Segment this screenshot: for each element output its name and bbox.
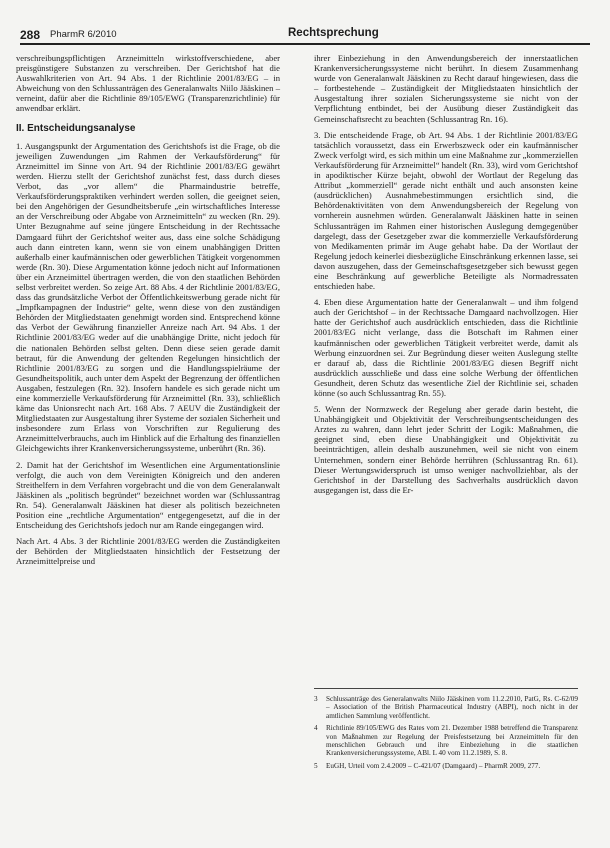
paragraph-2-continued: Nach Art. 4 Abs. 3 der Richtlinie 2001/83/EG werden die Zuständigkeiten der Behörden der Mitgliedstaaten hinsichtlich der Festsetzung der Arzneimittelpreise und — [16, 536, 280, 567]
paragraph-intro-left: verschreibungspflichtigen Arzneimitteln wirkstoffverschiedene, aber preisgünstigere Substanzen zu verschreiben. Der Gerichtshof hat die Auswahlkriterien von Art. 94 Abs. 1 der Richtlinie 2001/83/EG – in Abweichung von den Schlussanträgen des Generalanwalts Niilo Jääskinen – verneint, dafür aber die Richtlinie 89/105/EWG (Transparenzrichtlinie) für anwendbar erklärt. — [16, 53, 280, 114]
page-header — [20, 28, 590, 46]
footnote — [314, 695, 578, 720]
paragraph-4: 4. Eben diese Argumentation hatte der Generalanwalt – und ihm folgend auch der Gerichtshof – in der Rechtssache Damgaard nachvollzogen. Hier hatte der Gerichtshof auch ausdrücklich entschieden, dass die Richtlinie 2001/83/EG nicht verlange, dass die Botschaft im Rahmen einer kaufmännischen oder gewerblichen Tätigkeit verbreitet werde, damit als Werbung einzuordnen sei. Zur Begründung dieser weiten Auslegung stellte er darauf ab, dass die Richtlinie 2001/83/EG diesen Begriff nicht ausdrücklich ausschließe und dass eine solche Werbung der öffentlichen Gesundheit, deren Schutz das wesentliche Ziel der Richtlinie sei, schaden könne (so auch Schlussantrag Rn. 55). — [314, 297, 578, 398]
footnote-number: 3 — [314, 695, 318, 703]
footnote — [314, 724, 578, 758]
right-column — [314, 53, 578, 501]
journal-name: PharmR 6/2010 — [50, 29, 117, 40]
section-heading: II. Entscheidungsanalyse — [16, 122, 136, 134]
paragraph-2: 2. Damit hat der Gerichtshof im Wesentlichen eine Argumentationslinie verfolgt, die auch von dem Vereinigten Königreich und den anderen Streithelfern in dem Verfahren vorgebracht und die von dem Generalanwalt Jääskinen als „politisch begründet“ bezeichnet worden war (Schlussantrag Rn. 54). Generalanwalt Jääskinen hat dieser als politisch bezeichneten Position eine „rechtliche Argumentation“ entgegengesetzt, auf die in der Entscheidung des Gerichtshofs jedoch nur am Rande eingegangen wird. — [16, 459, 280, 531]
paragraph-intro-right: ihrer Einbeziehung in den Anwendungsbereich der innerstaatlichen Krankenversicherungssysteme nicht berührt. In diesem Zusammenhang wurde von Generalanwalt Jääskinen zu Recht darauf hingewiesen, dass die – fortbestehende – Zuständigkeit der Mitgliedstaaten hinsichtlich der Ausgestaltung ihrer sozialen Sicherungssysteme sie nicht von der Verpflichtung entbindet, bei der Ausübung dieser Zuständigkeit das Gemeinschaftsrecht zu beachten (Schlussantrag Rn. 16). — [314, 53, 578, 124]
footnote-text: Schlussanträge des Generalanwalts Niilo Jääskinen vom 11.2.2010, PatG, Rs. C-62/09 – Association of the British Pharmaceutical Industry (ABPI), noch nicht in der amtlichen Sammlung veröffentlicht. — [326, 695, 578, 720]
paragraph-3: 3. Die entscheidende Frage, ob Art. 94 Abs. 1 der Richtlinie 2001/83/EG tatsächlich voraussetzt, dass ein Erwerbszweck oder ein kaufmännischer Zweck verfolgt wird, es sich mithin um eine Maßnahme zur „kommerziellen Verkaufsförderung für Arzneimittel“ handelt (Rn. 33), wird vom Gerichtshof in apodiktischer Kürze bejaht, obwohl der Wortlaut der Regelung das Attribut „kommerziell“ gerade nicht enthält und auch ansonsten keine (ausdrücklichen) Ausnahmebestimmungen ersichtlich sind, die Behördenaktivitäten von dem Anwendungsbereich der Regelung von vornherein ausnehmen würden. Generalanwalt Jääskinen hatte in seinen Schlussanträgen im Rahmen einer historischen Auslegung demgegenüber dargelegt, dass der Gesetzgeber zwar die kommerzielle Verkaufsförderung von Medikamenten primär im Auge gehabt habe. Da der Wortlaut der Regelung jedoch keinerlei diesbezügliche Einschränkung erkennen lasse, sei davon auszugehen, dass der Gemeinschaftsgesetzgeber sich bewusst gegen eine Beschränkung auf gewerbliche Beteiligte als Normadressaten entschieden habe. — [314, 129, 578, 292]
footnote-number: 4 — [314, 724, 318, 733]
left-column — [16, 53, 280, 573]
header-rule — [20, 43, 590, 45]
footnote-text: Richtlinie 89/105/EWG des Rates vom 21. Dezember 1988 betreffend die Transparenz von Maßnahmen zur Regelung der Preisfestsetzung bei Arzneimitteln für den menschlichen Gebrauch und ihre Einbeziehung in die staatlichen Krankenversicherungssysteme, ABl. L 40 vom 11.2.1989, S. 8. — [326, 724, 578, 758]
paragraph-5: 5. Wenn der Normzweck der Regelung aber gerade darin besteht, die Unabhängigkeit und Objektivität der Verschreibungsentscheidungen des Arztes zu wahren, dann lehrt jeder Schritt der Logik: Maßnahmen, die geeignet sind, eben diese Unabhängigkeit und Objektivität zu beeinträchtigen, allein deshalb auszunehmen, weil sie nicht von einem Unternehmen, sondern einer Behörde herrühren (Schlussantrag Rn. 61). Dieser Wertungswiderspruch ist umso weniger nachvollziehbar, als der Gerichtshof in der Darstellung des Sachverhalts ausdrücklich davon ausgegangen ist, dass die Er- — [314, 404, 578, 495]
footnote — [314, 762, 578, 770]
footnotes — [314, 688, 578, 774]
paragraph-1: 1. Ausgangspunkt der Argumentation des Gerichtshofs ist die Frage, ob die jeweiligen Zuwendungen „im Rahmen der Verkaufsförderung“ für Arzneimittel im Sinne von Art. 94 der Richtlinie 2001/83/EG gewährt werden. Hierzu stellt der Gerichtshof zunächst fest, dass durch dieses Verbot, das „vor allem“ die Pharmaindustrie betreffe, Verkaufsförderungspraktiken verhindert werden sollen, die geeignet seien, bei den Angehörigen der Gesundheitsberufe „ein wirtschaftliches Interesse an der Verschreibung oder Abgabe von Arzneimitteln“ zu wecken (Rn. 29). Unter Bezugnahme auf seine jüngere Entscheidung in der Rechtssache Damgaard führt der Gerichtshof weiter aus, dass eine solche Schädigung auch dann eintreten kann, wenn sie von einem unabhängigen Dritten außerhalb einer kaufmännischen oder gewerblichen Tätigkeit vorgenommen werde (Rn. 30). Diese Argumentation könne jedoch nicht auf Informationen über ein Arzneimittel übertragen werden, die von den staatlichen Behörden selbst verbreitet werden. So zeige Art. 88 Abs. 4 der Richtlinie 2001/83/EG, dass das grundsätzliche Verbot der Öffentlichkeitswerbung gerade nicht für „Impfkampagnen der Industrie“ gelte, wenn diese von den zuständigen Behörden der Mitgliedstaaten genehmigt worden sind. Entsprechend könne das Verbot der Gewährung finanzieller Anreize nach Art. 94 Abs. 1 der Richtlinie 2001/83/EG weder auf die unabhängige Dritte, nicht jedoch für die nationalen Behörden selbst gelten. Denn diese seien gerade damit betraut, für die Anwendung der geltenden Regelungen hinsichtlich der Richtlinie 2001/83/EG zu sorgen und die Handlungsspielräume der Gesundheitspolitik, auch unter dem Aspekt der Begrenzung der öffentlichen Ausgaben, festzulegen (Rn. 32). Insofern handele es sich gerade nicht um eine kommerzielle Verkaufsförderung für Arzneimittel (Rn. 33), schließlich käme das Unionsrecht nach Art. 168 Abs. 7 AEUV die Zuständigkeit der Mitgliedstaaten zur Ausgestaltung ihrer Systeme der sozialen Sicherheit und insbesondere zum Erlass von Vorschriften zur Regulierung des Arzneimittelverbrauchs, auch im Hinblick auf die Erhaltung des finanziellen Gleichgewichts ihrer Krankenversicherungssysteme, unberührt (Rn. 36). — [16, 140, 280, 454]
footnote-rule — [314, 688, 578, 689]
section-title: Rechtsprechung — [282, 27, 385, 39]
footnote-number: 5 — [314, 761, 318, 770]
footnote-text: EuGH, Urteil vom 2.4.2009 – C-421/07 (Damgaard) – PharmR 2009, 277. — [326, 761, 541, 770]
page-number: 288 — [20, 28, 41, 42]
